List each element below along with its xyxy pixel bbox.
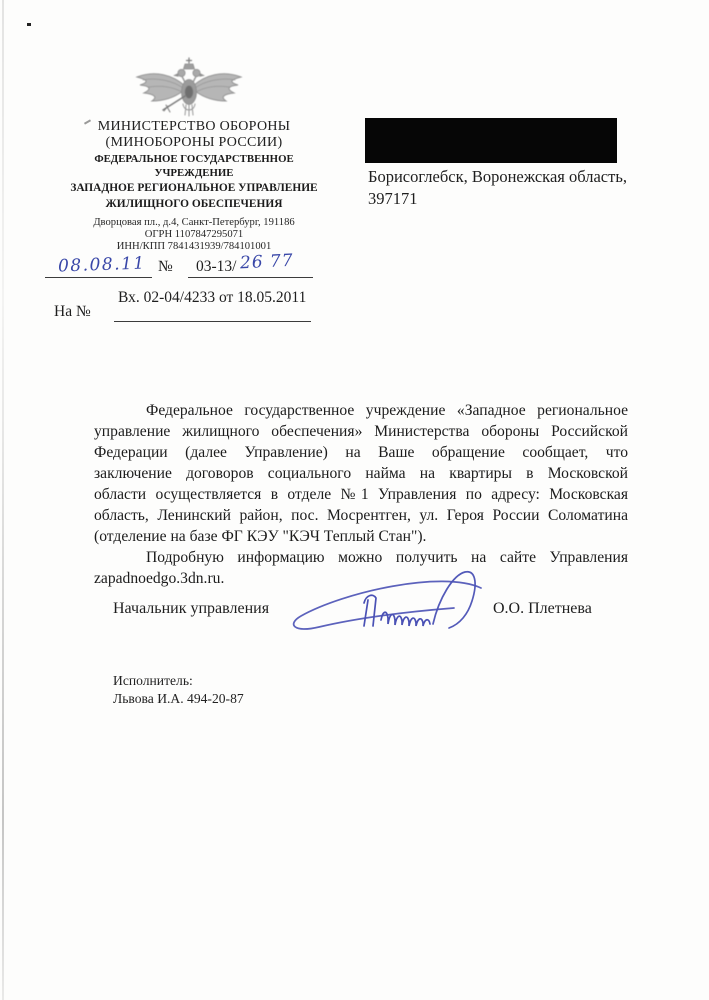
date-underline	[45, 262, 152, 278]
body-line: области осуществляется в отделе №1 Управления по адресу: Московская	[94, 486, 628, 503]
org-ogrn: ОГРН 1107847295071	[144, 229, 244, 240]
body-line: Подробную информацию можно получить на сайте Управления	[146, 549, 628, 566]
executor-block	[113, 672, 244, 707]
recipient-address	[368, 166, 668, 210]
signer-position-title: Начальник управления	[113, 600, 270, 617]
na-no-label: На №	[54, 303, 91, 320]
body-line: заключение договоров социального найма на квартиры в Московской	[94, 465, 628, 482]
incoming-reference-line: Вх. 02-04/4233 от 18.05.2011	[118, 289, 307, 306]
org-type-line2: УЧРЕЖДЕНИЕ	[154, 167, 234, 179]
body-line: управление жилищного обеспечения» Министерства обороны Российской	[94, 423, 628, 440]
org-name-line1: МИНИСТЕРСТВО ОБОРОНЫ	[97, 119, 291, 134]
body-line: zapadnoedgo.3dn.ru.	[94, 570, 225, 587]
org-branch-line1: ЗАПАДНОЕ РЕГИОНАЛЬНОЕ УПРАВЛЕНИЕ	[70, 182, 318, 194]
org-branch-line2: ЖИЛИЩНОГО ОБЕСПЕЧЕНИЯ	[105, 198, 283, 210]
org-inn-kpp: ИНН/КПП 7841431939/784101001	[116, 241, 272, 252]
mod-eagle-emblem	[133, 55, 245, 123]
signer-name: О.О. Плетнева	[493, 600, 592, 617]
body-line: (отделение на базе ФГ КЭУ "КЭЧ Теплый Стан").	[94, 528, 427, 545]
handwritten-date: 08.08.11	[57, 253, 147, 277]
handwritten-outgoing-number: 26 77	[239, 250, 295, 274]
na-no-underline	[114, 306, 311, 322]
org-address: Дворцовая пл., д.4, Санкт-Петербург, 191186	[93, 217, 295, 228]
body-line: Федерации (далее Управление) на Ваше обращение сообщает, что	[94, 444, 628, 461]
letterhead	[38, 119, 350, 252]
outgoing-number-printed: 03-13/	[196, 258, 237, 275]
executor-contact: Львова И.А. 494-20-87	[113, 690, 244, 706]
redaction-box	[365, 118, 617, 163]
handwritten-signature	[284, 567, 498, 641]
number-underline	[188, 262, 313, 278]
letter-body	[94, 400, 628, 589]
recipient-postcode: 397171	[368, 189, 418, 208]
number-sign-label: №	[158, 258, 173, 275]
executor-label: Исполнитель:	[113, 673, 193, 688]
scan-edge-artifact	[2, 0, 4, 1000]
scan-speck	[27, 23, 31, 26]
org-type-line1: ФЕДЕРАЛЬНОЕ ГОСУДАРСТВЕННОЕ	[94, 153, 294, 165]
body-line: Федеральное государственное учреждение «Западное региональное	[146, 402, 628, 419]
recipient-city-line: Борисоглебск, Воронежская область,	[368, 167, 627, 186]
org-name-line2: (МИНОБОРОНЫ РОССИИ)	[105, 135, 283, 150]
body-line: область, Ленинский район, пос. Мосрентген, ул. Героя России Соломатина	[94, 507, 628, 524]
